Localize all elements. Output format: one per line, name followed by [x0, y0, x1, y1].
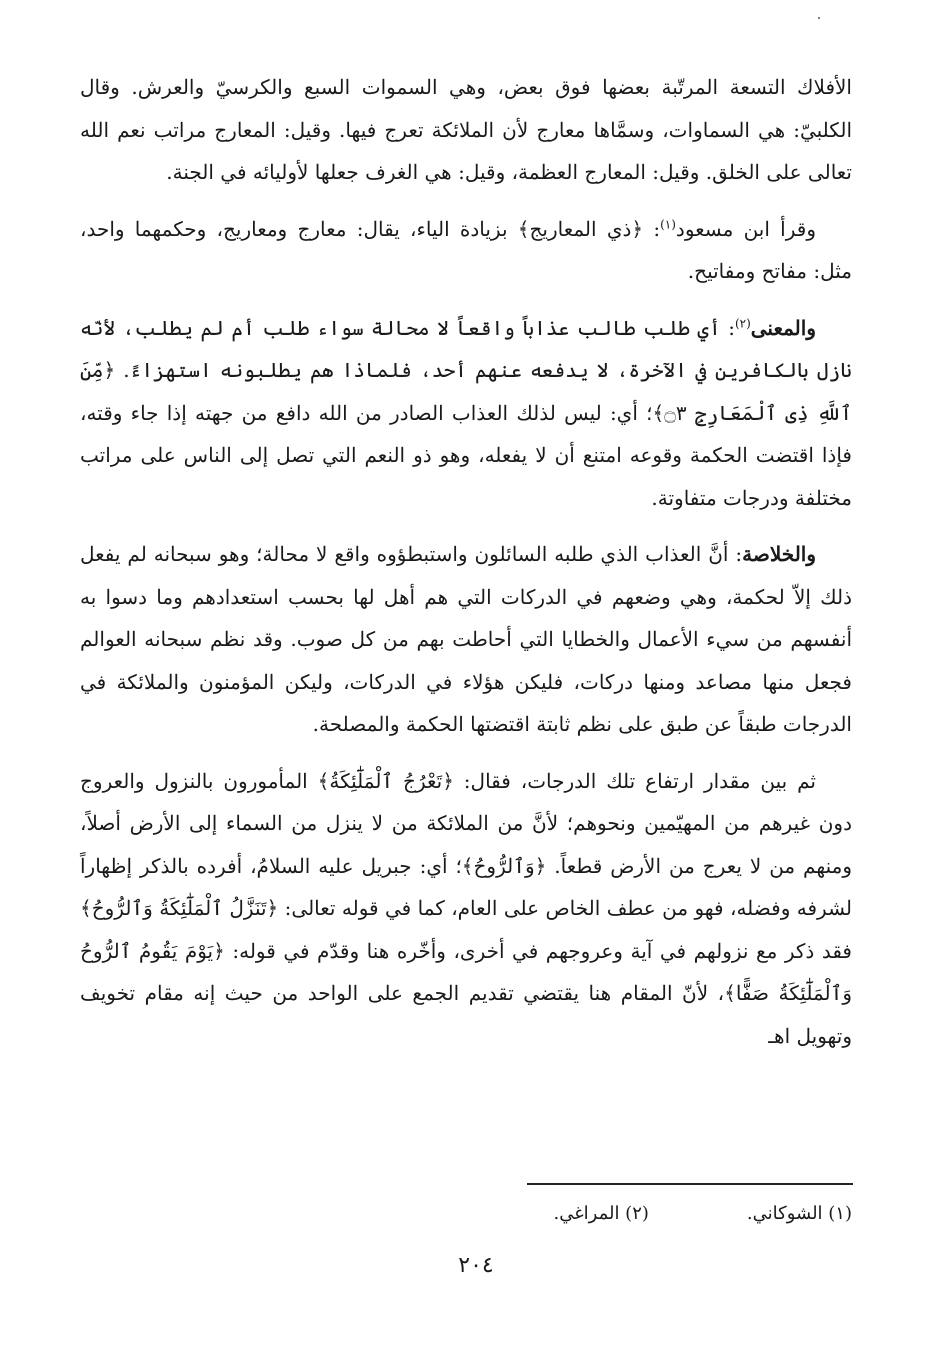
- paragraph-ascent-degrees: ثم بين مقدار ارتفاع تلك الدرجات، فقال: ﴿تَعْرُجُ ٱلْمَلَٰٓئِكَةُ﴾ المأمورون بالنزول والعروج دون غيرهم من المهيّمين ونحوهم؛ لأنَّ من الملائكة من لا ينزل من السماء إلى الأرض أصلاً، ومنهم من لا يعرج من الأرض قطعاً. ﴿وَٱلرُّوحُ﴾؛ أي: جبريل عليه السلامُ، أفرده بالذكر إظهاراً لشرفه وفضله، فهو من عطف الخاص على العام، كما في قوله تعالى: ﴿تَنَزَّلُ ٱلْمَلَٰٓئِكَةُ وَٱلرُّوحُ﴾ فقد ذكر مع نزولهم في آية وعروجهم في أخرى، وأخّره هنا وقدّم في قوله: ﴿يَوْمَ يَقُومُ ٱلرُّوحُ وَٱلْمَلَٰٓئِكَةُ صَفًّا﴾، لأنّ المقام هنا يقتضي تقديم الجمع على الواحد من حيث إنه مقام تخويف وتهويل اهـ: [80, 768, 853, 1048]
- paragraph-meaning: [80, 307, 852, 520]
- paragraph-summary: [80, 533, 852, 746]
- page-number: ٢٠٤: [458, 1253, 494, 1278]
- summary-text: : أنَّ العذاب الذي طلبه السائلون واستبطؤوه واقع لا محالة؛ وهو سبحانه لم يفعل ذلك إلاّ لحكمة، وهي وضعهم في الدركات التي هم أهل لها بحسب استعدادهم وما دسوا به أنفسهم من سيء الأعمال والخطايا التي أحاطت بهم من كل صوب. وقد نظم سبحانه العوالم فجعل منها مصاعد ومنها دركات، فليكن هؤلاء في الدركات، وليكن المؤمنون والملائكة في الدرجات طبقاً عن طبق على نظم ثابتة اقتضتها الحكمة والمصلحة.: [80, 542, 852, 736]
- footnote-separator: [527, 1183, 853, 1185]
- summary-heading: والخلاصة: [742, 542, 816, 566]
- scan-speck: [818, 17, 820, 19]
- paragraph-celestial-spheres: الأفلاك التسعة المرتّبة بعضها فوق بعض، وهي السموات السبع والكرسيّ والعرش. وقال الكلبيّ: هي السماوات، وسمَّاها معارج لأن الملائكة تعرج فيها. وقيل: المعارج مراتب نعم الله تعالى على الخلق. وقيل: المعارج العظمة، وقيل: هي الغرف جعلها لأوليائه في الجنة.: [80, 75, 852, 184]
- footnote-1: (١) الشوكاني.: [746, 1203, 852, 1224]
- meaning-heading: والمعنى: [750, 315, 816, 340]
- ibn-masud-continuation: : ﴿ذي المعاريج﴾ بزيادة الياء، يقال: معارج ومعاريج، وحكمهما واحد، مثل: مفاتح ومفاتيح.: [80, 216, 852, 283]
- footnote-2: (٢) المراغي.: [553, 1203, 649, 1224]
- footnotes: [432, 1200, 852, 1228]
- footnote-ref-2[interactable]: (٢): [734, 315, 751, 330]
- quran-verse-min-allah: ﴿مِّنَ ٱللَّهِ ذِى ٱلْمَعَارِجِ ۝٣﴾: [80, 358, 852, 425]
- meaning-text-part2: ؛ أي: ليس لذلك العذاب الصادر من الله دافع من جهته إذا جاء وقته، فإذا اقتضت الحكمة وقوعه امتنع أن لا يفعله، وهو ذو النعم التي تصل إلى الناس على مراتب مختلفة ودرجات متفاوتة.: [80, 400, 852, 510]
- page-body: [80, 66, 852, 1071]
- footnote-ref-1[interactable]: (١): [660, 216, 676, 231]
- paragraph-ibn-masud-reading: [80, 208, 852, 293]
- meaning-text-part1: : أي طلب طالب عذاباً واقعاً لا محالة سواء طلب أم لم يطلب، لأنّه نازل بالكافرين في الآخرة، لا يدفعه عنهم أحد، فلماذا هم يطلبونه استهزاءً.: [80, 315, 852, 382]
- ibn-masud-text: وقرأ ابن مسعود: [675, 216, 816, 241]
